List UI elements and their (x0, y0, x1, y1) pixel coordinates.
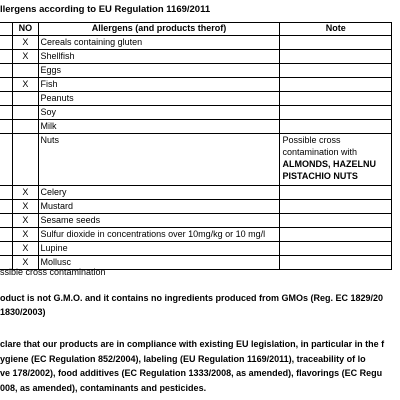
table-row (0, 64, 392, 78)
gmo-statement (0, 291, 400, 319)
table-row (0, 186, 392, 200)
table-row (0, 36, 392, 50)
compliance-declaration (0, 337, 400, 395)
note-cell (280, 256, 392, 270)
table-row (0, 92, 392, 106)
yes-cell (0, 106, 13, 120)
note-cell (280, 200, 392, 214)
yes-cell (0, 200, 13, 214)
no-cell (13, 92, 38, 106)
allergen-cell: Fish (38, 78, 280, 92)
allergen-cell: Sulfur dioxide in concentrations over 10mg/kg or 10 mg/l (38, 228, 280, 242)
note-cell (280, 92, 392, 106)
declaration-line-4: 008, as amended), contaminants and pesticides. (0, 382, 207, 393)
yes-cell (0, 134, 13, 186)
no-cell: X (13, 78, 38, 92)
note-cell (280, 228, 392, 242)
no-cell: X (13, 256, 38, 270)
yes-cell (0, 120, 13, 134)
allergen-table (0, 22, 392, 270)
table-row (0, 200, 392, 214)
no-cell: X (13, 200, 38, 214)
yes-cell (0, 78, 13, 92)
note-cell (280, 186, 392, 200)
table-row (0, 50, 392, 64)
no-cell (13, 64, 38, 78)
header-allergens: Allergens (and products therof) (38, 23, 280, 36)
table-row (0, 134, 392, 186)
no-cell (13, 120, 38, 134)
table-header-row (0, 23, 392, 36)
no-cell: X (13, 214, 38, 228)
table-row (0, 242, 392, 256)
yes-cell (0, 92, 13, 106)
note-cell (280, 50, 392, 64)
note-line: ALMONDS, HAZELNU (282, 159, 376, 169)
table-row (0, 228, 392, 242)
allergen-cell: Eggs (38, 64, 280, 78)
note-cell (280, 242, 392, 256)
allergen-cell: Celery (38, 186, 280, 200)
header-yes (0, 23, 13, 36)
yes-cell (0, 64, 13, 78)
no-cell: X (13, 36, 38, 50)
header-no: NO (13, 23, 38, 36)
table-row (0, 120, 392, 134)
allergen-cell: Shellfish (38, 50, 280, 64)
yes-cell (0, 214, 13, 228)
declaration-line-3: ve 178/2002), food additives (EC Regulation 1333/2008, as amended), flavorings (EC Regu (0, 368, 383, 378)
yes-cell (0, 36, 13, 50)
allergen-cell: Cereals containing gluten (38, 36, 280, 50)
no-cell: X (13, 242, 38, 256)
yes-cell (0, 186, 13, 200)
allergen-cell: Lupine (38, 242, 280, 256)
gmo-line-2: 1830/2003) (0, 307, 46, 317)
no-cell (13, 106, 38, 120)
yes-cell (0, 228, 13, 242)
note-cell (280, 106, 392, 120)
note-line: contamination with (282, 147, 358, 157)
allergen-cell: Sesame seeds (38, 214, 280, 228)
allergen-cell: Peanuts (38, 92, 280, 106)
declaration-line-1: clare that our products are in compliance with existing EU legislation, in particular in the f (0, 339, 385, 349)
note-cell (280, 214, 392, 228)
note-cell (280, 134, 392, 186)
yes-cell (0, 242, 13, 256)
yes-cell (0, 50, 13, 64)
allergen-cell: Milk (38, 120, 280, 134)
note-cell (280, 78, 392, 92)
table-row (0, 214, 392, 228)
no-cell: X (13, 50, 38, 64)
note-cell (280, 120, 392, 134)
document-title: llergens according to EU Regulation 1169/2011 (0, 4, 211, 15)
table-row (0, 78, 392, 92)
note-line: PISTACHIO NUTS (282, 171, 358, 181)
legend-note: ssible cross contamination (0, 267, 106, 277)
allergen-cell: Nuts (38, 134, 280, 186)
allergen-cell: Mustard (38, 200, 280, 214)
note-line: Possible cross (282, 135, 341, 145)
header-note: Note (280, 23, 392, 36)
no-cell: X (13, 186, 38, 200)
allergen-cell: Mollusc (38, 256, 280, 270)
declaration-line-2: ygiene (EC Regulation 852/2004), labeling (EU Regulation 1169/2011), traceability of lo (0, 353, 366, 364)
allergen-cell: Soy (38, 106, 280, 120)
no-cell: X (13, 228, 38, 242)
gmo-line-1: oduct is not G.M.O. and it contains no ingredients produced from GMOs (Reg. EC 1829/20 (0, 293, 384, 303)
table-row (0, 106, 392, 120)
note-cell (280, 64, 392, 78)
no-cell (13, 134, 38, 186)
note-cell (280, 36, 392, 50)
